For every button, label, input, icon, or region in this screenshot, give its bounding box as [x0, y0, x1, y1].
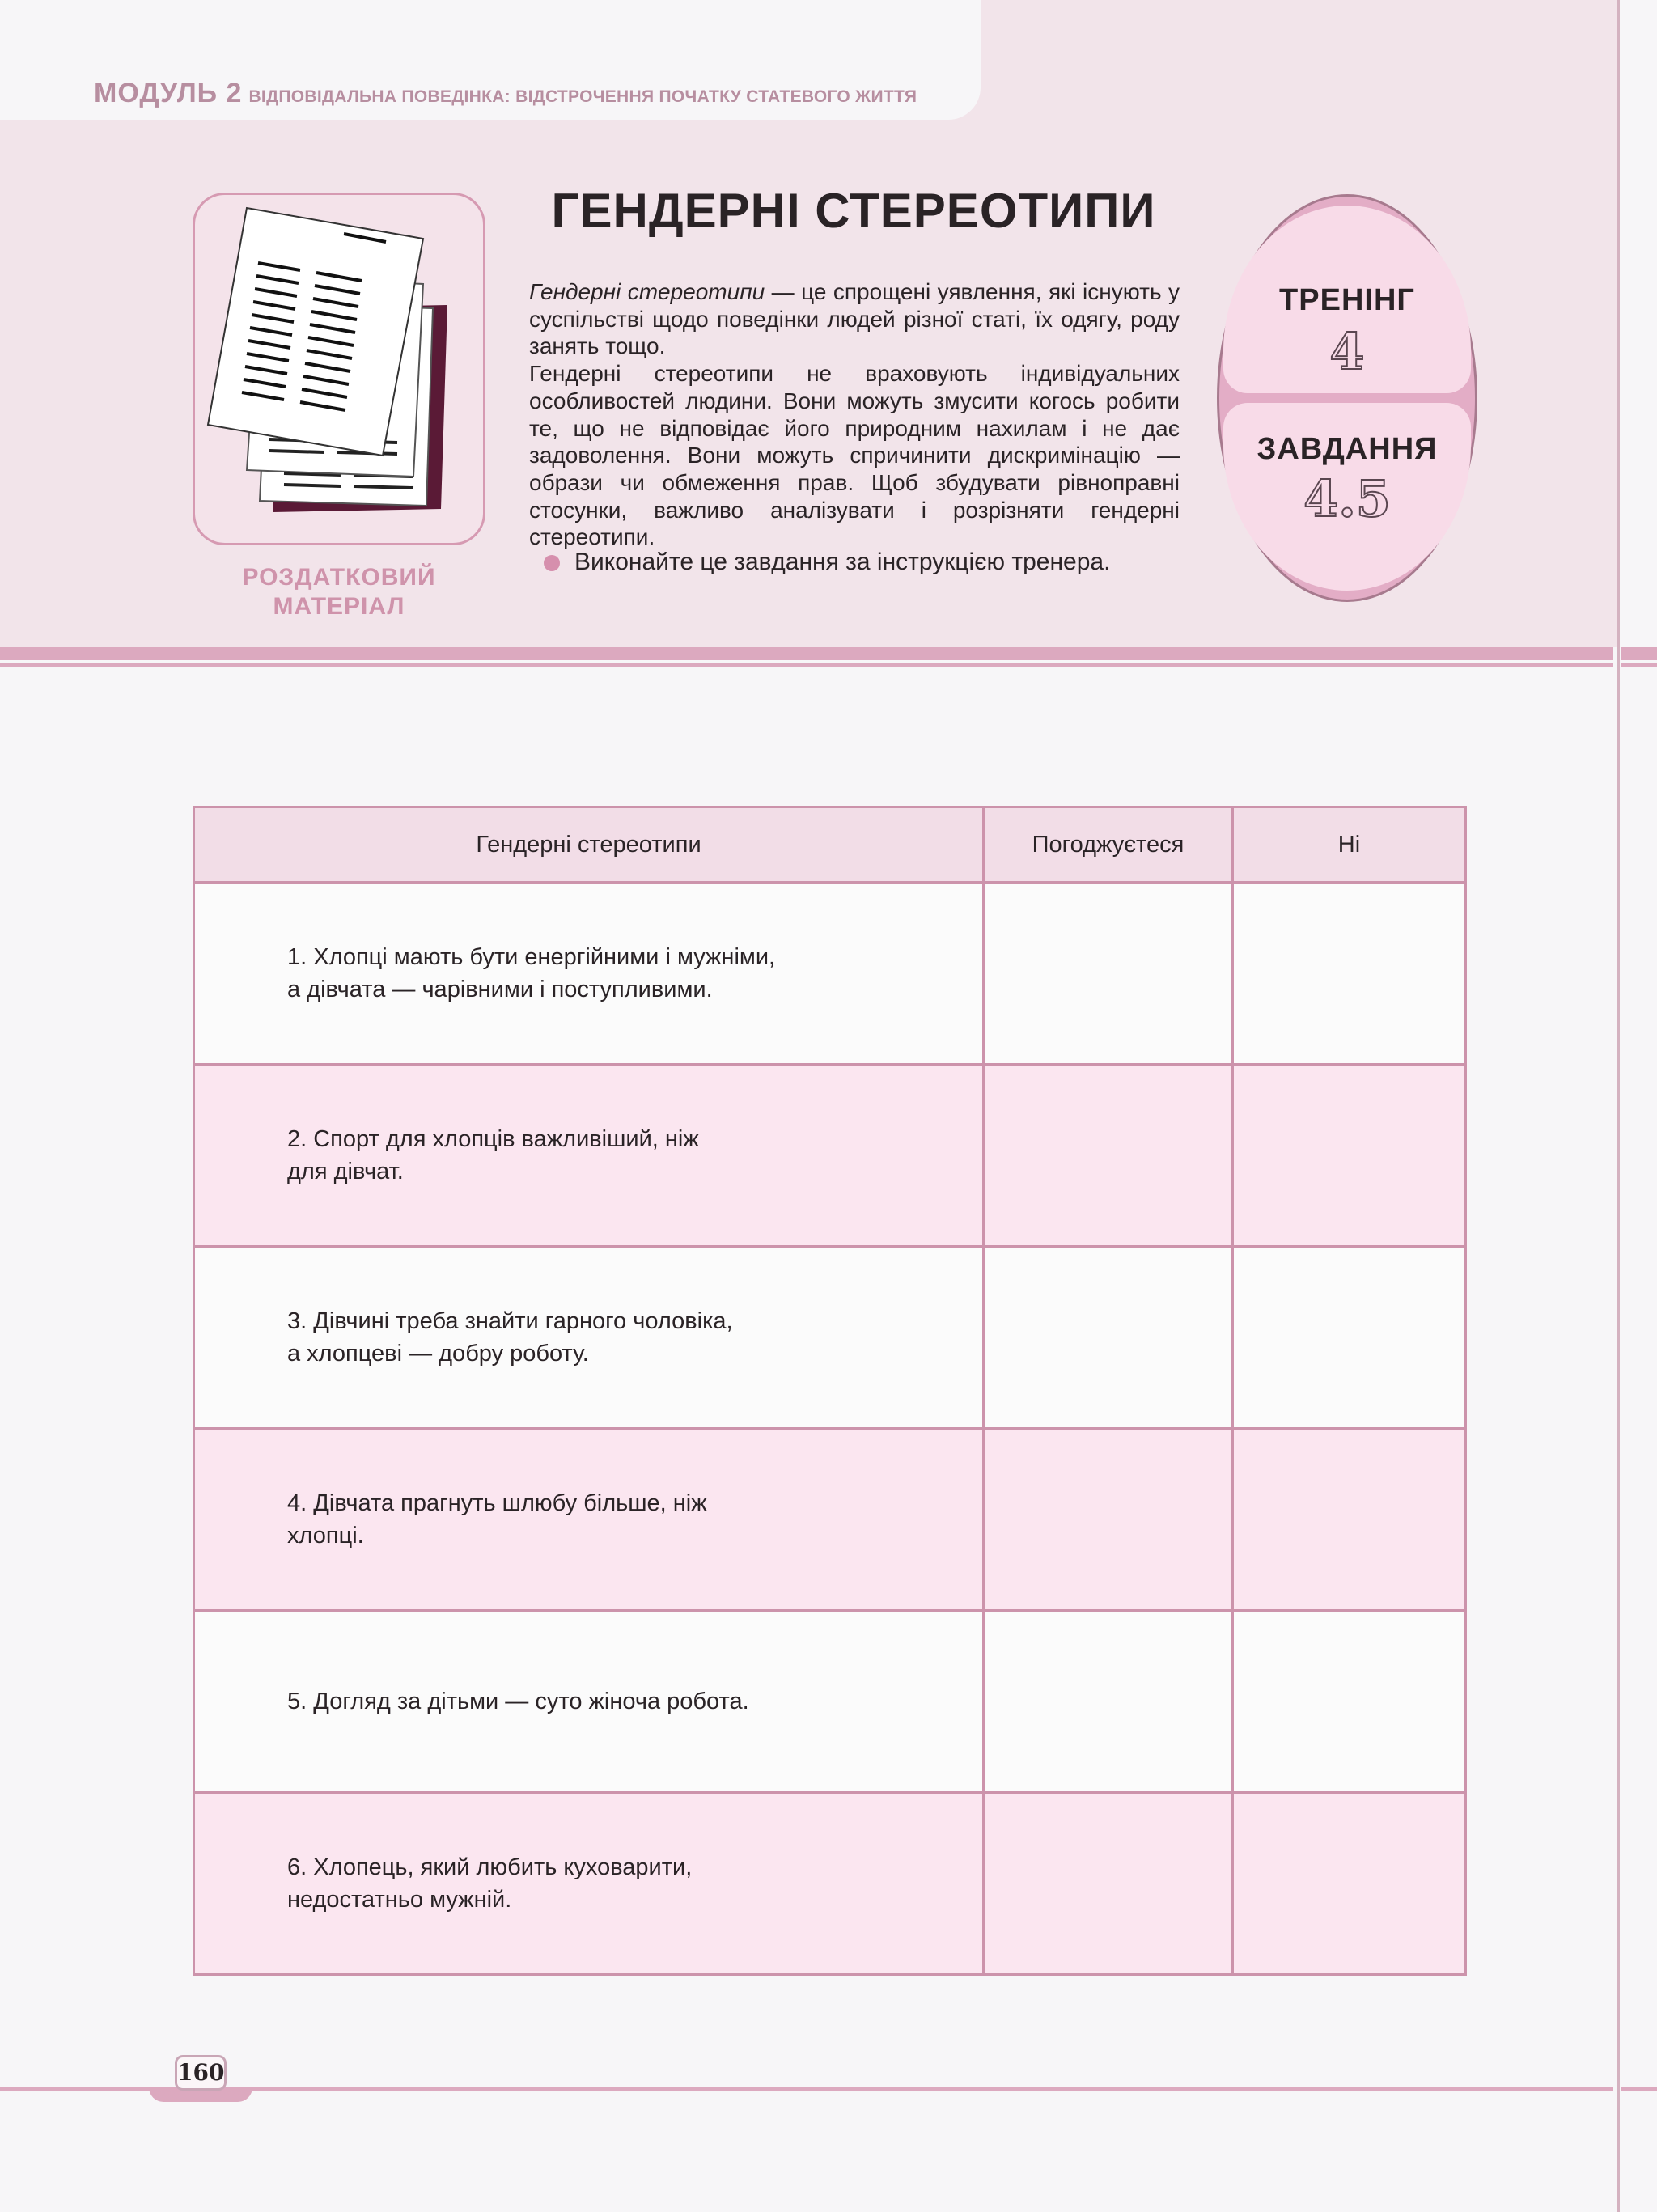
page-number: 160 — [175, 2055, 227, 2091]
stereotype-cell — [194, 1065, 984, 1247]
stereotype-line: для дівчат. — [287, 1159, 404, 1184]
disagree-cell[interactable] — [1233, 883, 1466, 1065]
bullet-icon — [544, 555, 560, 571]
handout-label-line1: РОЗДАТКОВИЙ — [242, 564, 436, 591]
instruction-text: Виконайте це завдання за інструкцією тренера. — [574, 549, 1111, 575]
stereotypes-table — [193, 806, 1467, 1976]
stereotype-line: 2. Спорт для хлопців важливіший, ніж — [287, 1126, 699, 1152]
disagree-cell[interactable] — [1233, 1611, 1466, 1793]
header-agree: Погоджуєтеся — [984, 807, 1233, 883]
handout-icon-frame — [193, 193, 485, 545]
table-header-row — [194, 807, 1466, 883]
disagree-cell[interactable] — [1233, 1793, 1466, 1975]
stereotype-cell — [194, 1247, 984, 1429]
disagree-cell[interactable] — [1233, 1065, 1466, 1247]
handout-label — [193, 563, 485, 621]
page-title: ГЕНДЕРНІ СТЕРЕОТИПИ — [551, 184, 1156, 238]
module-header — [94, 78, 917, 113]
table-row — [194, 1793, 1466, 1975]
agree-cell[interactable] — [984, 1611, 1233, 1793]
footer-line-edge — [1621, 2087, 1657, 2091]
stereotype-cell — [194, 1429, 984, 1611]
stereotype-line: недостатньо мужній. — [287, 1887, 512, 1913]
stereotype-cell — [194, 883, 984, 1065]
table-row — [194, 883, 1466, 1065]
stereotype-cell — [194, 1793, 984, 1975]
intro-term: Гендерні стереотипи — [529, 279, 765, 304]
stereotype-line: 5. Догляд за дітьми — суто жіноча робота. — [287, 1689, 749, 1714]
task-label: ЗАВДАННЯ — [1257, 432, 1438, 466]
documents-stack-icon — [195, 195, 483, 543]
agree-cell[interactable] — [984, 1793, 1233, 1975]
agree-cell[interactable] — [984, 1429, 1233, 1611]
section-divider-edge-thin — [1621, 663, 1657, 667]
stereotype-line: а хлопцеві — добру роботу. — [287, 1341, 589, 1367]
table-row — [194, 1611, 1466, 1793]
disagree-cell[interactable] — [1233, 1247, 1466, 1429]
stereotype-line: 3. Дівчині треба знайти гарного чоловіка, — [287, 1308, 733, 1334]
agree-cell[interactable] — [984, 1065, 1233, 1247]
training-number: 4 — [1329, 322, 1365, 381]
table-row — [194, 1247, 1466, 1429]
section-divider-thin — [0, 663, 1613, 667]
stereotype-line: 6. Хлопець, який любить куховарити, — [287, 1854, 693, 1880]
intro-paragraph-1 — [529, 278, 1180, 360]
header-stereotypes: Гендерні стереотипи — [194, 807, 984, 883]
intro-text — [529, 278, 1180, 551]
page-edge — [1617, 0, 1657, 2212]
section-divider — [0, 647, 1613, 660]
stereotype-line: хлопці. — [287, 1523, 364, 1549]
stereotype-line: 1. Хлопці мають бути енергійними і мужніми, — [287, 944, 776, 970]
handout-label-line2: МАТЕРІАЛ — [273, 593, 405, 620]
agree-cell[interactable] — [984, 883, 1233, 1065]
module-title: ВІДПОВІДАЛЬНА ПОВЕДІНКА: ВІДСТРОЧЕННЯ ПОЧАТКУ СТАТЕВОГО ЖИТТЯ — [248, 87, 917, 106]
instruction-line — [574, 549, 1222, 576]
stereotype-line: а дівчата — чарівними і поступливими. — [287, 977, 713, 1002]
table-row — [194, 1429, 1466, 1611]
section-divider-edge — [1621, 647, 1657, 660]
header-no: Ні — [1233, 807, 1466, 883]
intro-paragraph-2: Гендерні стереотипи не враховують індивідуальних особливостей людини. Вони можуть змусити когось робити те, що не відповідає його природним нахилам і не дає задоволення. Вони можуть спричинити дискримінацію — образи чи обмеження прав. Щоб збудувати рівноправні стосунки, важливо аналізувати і розрізняти гендерні стереотипи. — [529, 361, 1180, 550]
module-label: МОДУЛЬ 2 — [94, 78, 243, 108]
stereotype-line: 4. Дівчата прагнуть шлюбу більше, ніж — [287, 1490, 707, 1516]
table-row — [194, 1065, 1466, 1247]
training-label: ТРЕНІНГ — [1279, 283, 1415, 317]
task-number: 4.5 — [1303, 469, 1391, 528]
stereotype-cell — [194, 1611, 984, 1793]
disagree-cell[interactable] — [1233, 1429, 1466, 1611]
agree-cell[interactable] — [984, 1247, 1233, 1429]
intro-definition: — це спрощені уявлення, які існують у суспільстві щодо поведінки людей різної статі, їх одягу, роду занять тощо. — [529, 279, 1180, 359]
